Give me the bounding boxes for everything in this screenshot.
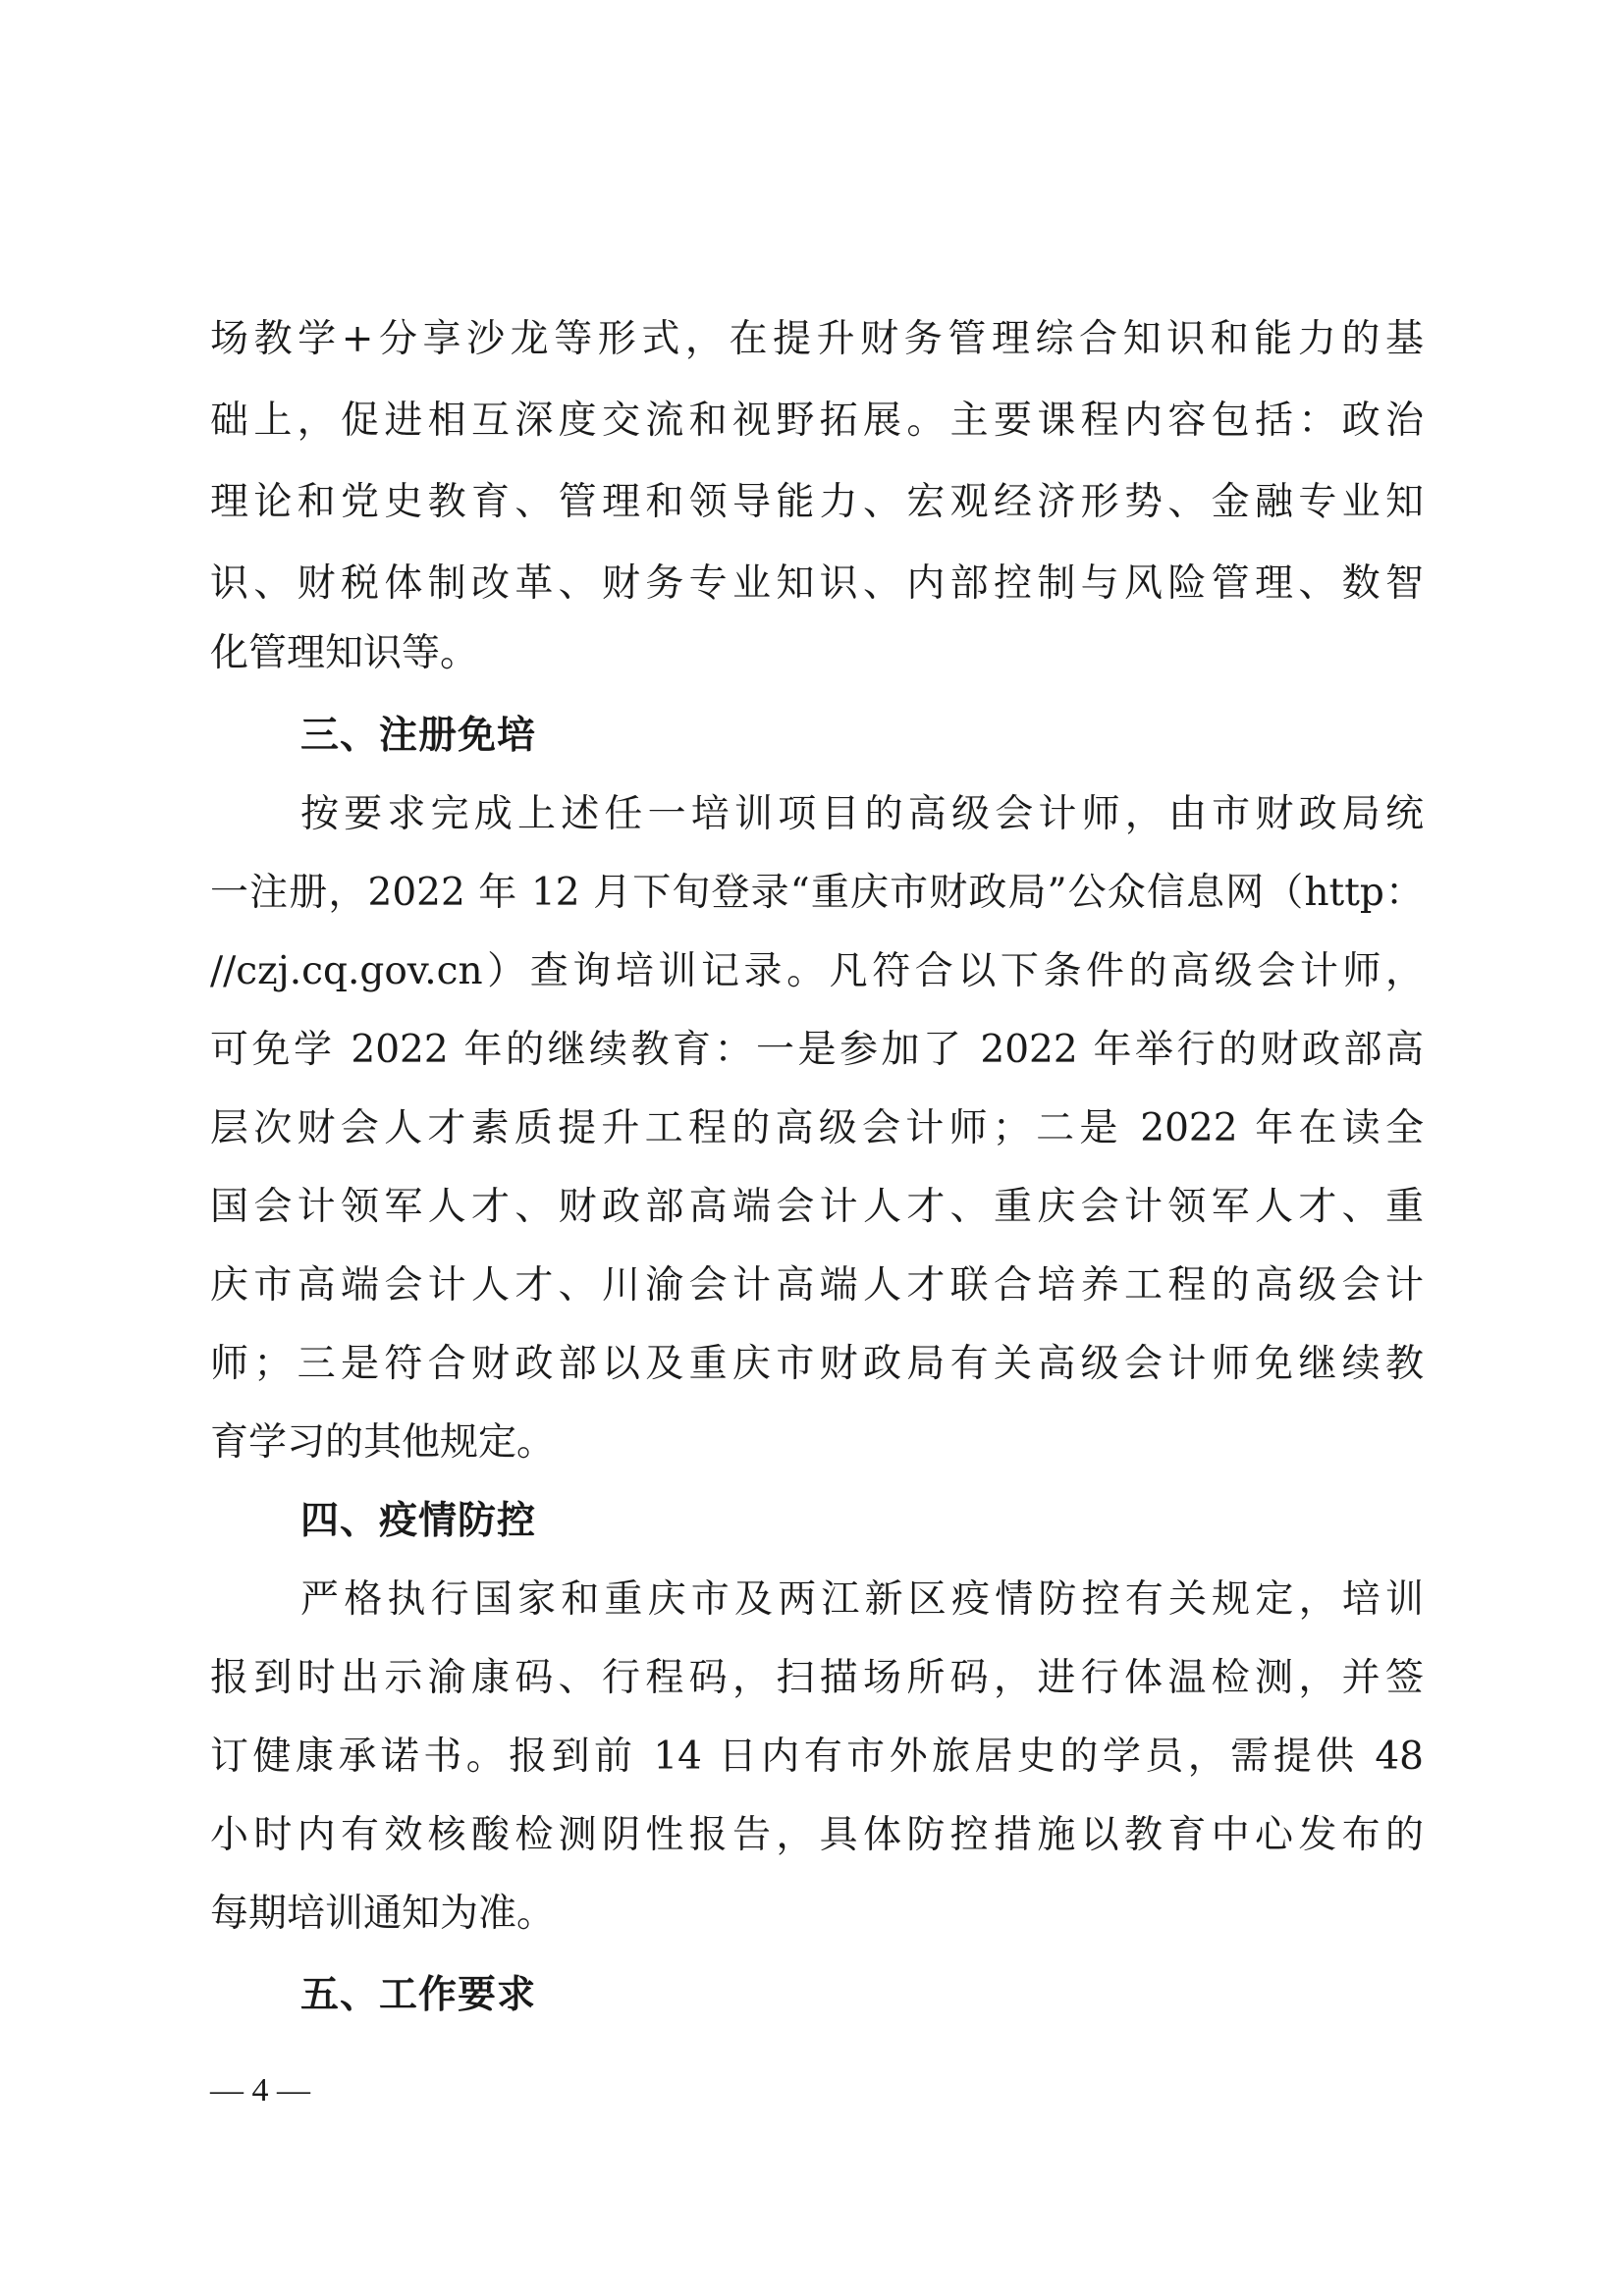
body-line: 一注册，2022 年 12 月下旬登录“重庆市财政局”公众信息网（http：: [210, 871, 1424, 915]
body-line: 础上，促进相互深度交流和视野拓展。主要课程内容包括：政治: [210, 399, 1424, 443]
body-line: 严格执行国家和重庆市及两江新区疫情防控有关规定，培训: [300, 1577, 1424, 1622]
body-line: 国会计领军人才、财政部高端会计人才、重庆会计领军人才、重: [210, 1185, 1424, 1229]
body-line: 化管理知识等。: [210, 631, 479, 675]
body-line: 层次财会人才素质提升工程的高级会计师；二是 2022 年在读全: [210, 1106, 1424, 1150]
body-line: 识、财税体制改革、财务专业知识、内部控制与风险管理、数智: [210, 561, 1424, 606]
body-line: 师；三是符合财政部以及重庆市财政局有关高级会计师免继续教: [210, 1342, 1424, 1386]
body-line: 按要求完成上述任一培训项目的高级会计师，由市财政局统: [300, 792, 1424, 836]
page-number: — 4 —: [210, 2072, 310, 2109]
section-heading-registration: 三、注册免培: [300, 714, 537, 758]
section-heading-epidemic-control: 四、疫情防控: [300, 1499, 537, 1543]
body-line: 育学习的其他规定。: [210, 1420, 556, 1465]
body-line: 庆市高端会计人才、川渝会计高端人才联合培养工程的高级会计: [210, 1263, 1424, 1308]
body-line: 报到时出示渝康码、行程码，扫描场所码，进行体温检测，并签: [210, 1656, 1424, 1700]
body-line: 场教学+分享沙龙等形式，在提升财务管理综合知识和能力的基: [210, 317, 1424, 361]
body-line: 每期培训通知为准。: [210, 1892, 556, 1936]
body-line: 小时内有效核酸检测阴性报告，具体防控措施以教育中心发布的: [210, 1813, 1424, 1857]
body-line: 可免学 2022 年的继续教育：一是参加了 2022 年举行的财政部高: [210, 1028, 1424, 1072]
body-line: //czj.cq.gov.cn）查询培训记录。凡符合以下条件的高级会计师，: [210, 949, 1424, 993]
body-line: 理论和党史教育、管理和领导能力、宏观经济形势、金融专业知: [210, 480, 1424, 524]
section-heading-work-requirements: 五、工作要求: [300, 1973, 537, 2017]
body-line: 订健康承诺书。报到前 14 日内有市外旅居史的学员，需提供 48: [210, 1735, 1424, 1779]
